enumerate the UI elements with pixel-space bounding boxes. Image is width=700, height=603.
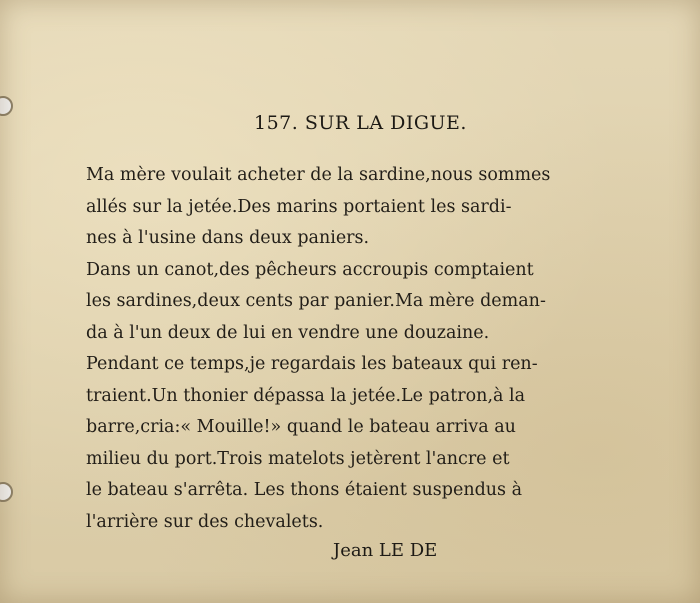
document-title: 157. SUR LA DIGUE. [254, 112, 467, 134]
binder-hole-bottom [0, 482, 13, 502]
text-line: barre,cria:« Mouille!» quand le bateau arriva au [86, 417, 516, 437]
text-line: les sardines,deux cents par panier.Ma mère deman- [86, 291, 546, 311]
body-text [86, 160, 616, 538]
text-line: allés sur la jetée.Des marins portaient les sardi- [86, 196, 512, 217]
text-line: milieu du port.Trois matelots jetèrent l'ancre et [86, 448, 510, 469]
binder-hole-top [0, 96, 13, 116]
text-line: traient.Un thonier dépassa la jetée.Le patron,à la [86, 385, 526, 406]
text-line: l'arrière sur des chevalets. [86, 511, 324, 532]
text-line: le bateau s'arrêta. Les thons étaient suspendus à [86, 480, 523, 500]
author-signature: Jean LE DE [333, 540, 438, 561]
text-line: da à l'un deux de lui en vendre une douzaine. [86, 322, 490, 343]
text-line: Dans un canot,des pêcheurs accroupis comptaient [86, 259, 534, 280]
text-line: Ma mère voulait acheter de la sardine,nous sommes [86, 165, 551, 185]
text-line: nes à l'usine dans deux paniers. [86, 228, 370, 248]
text-line: Pendant ce temps,je regardais les bateaux qui ren- [86, 354, 538, 374]
